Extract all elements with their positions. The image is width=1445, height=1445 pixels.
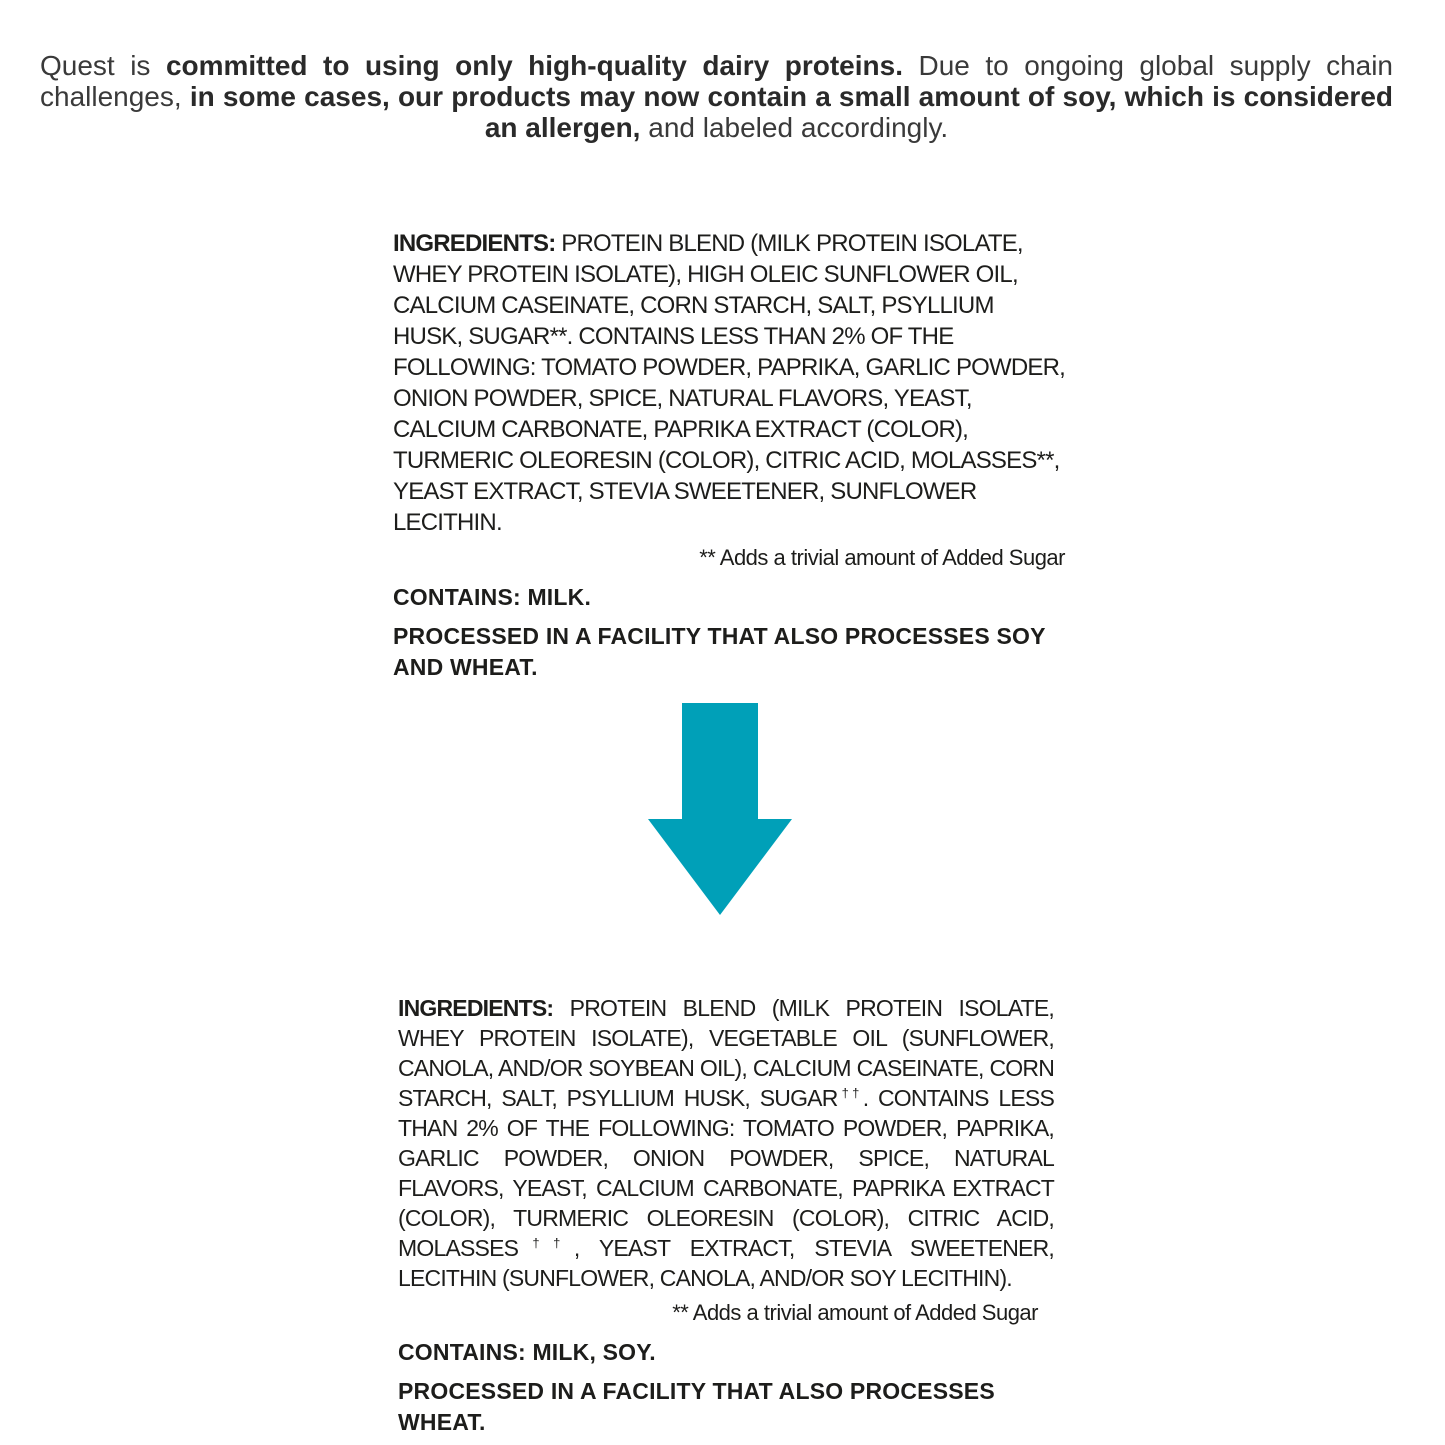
- down-arrow-shape: [648, 703, 792, 915]
- new-ingredients-label: [398, 993, 1054, 1438]
- new-ingredients-heading: INGREDIENTS:: [398, 995, 554, 1021]
- dagger-mark: ††: [837, 1085, 863, 1101]
- new-contains-statement: CONTAINS: MILK, SOY.: [398, 1339, 656, 1365]
- old-ingredients-heading: INGREDIENTS:: [393, 230, 556, 257]
- notice-text-2: Due to ongoing global supply chain challenges,: [40, 50, 1394, 112]
- new-ingredients-text-c: , YEAST EXTRACT, STEVIA SWEETENER, LECITHIN (SUNFLOWER, CANOLA, AND/OR SOY LECITHIN).: [398, 1235, 1054, 1291]
- down-arrow-icon: [648, 703, 792, 915]
- dagger-mark: ††: [518, 1235, 574, 1251]
- old-ingredients-list: [393, 228, 1065, 538]
- notice-text-3: and labeled accordingly.: [640, 112, 949, 143]
- notice-bold-2: in some cases, our products may now contain a small amount of soy, which is considered an allergen,: [189, 81, 1393, 143]
- new-ingredients-text-b: . CONTAINS LESS THAN 2% OF THE FOLLOWING: TOMATO POWDER, PAPRIKA, GARLIC POWDER, ONION POWDER, SPICE, NATURAL FLAVORS, YEAST, CALCIUM CARBONATE, PAPRIKA EXTRACT (COLOR), TURMERIC OLEORESIN (COLOR), CITRIC ACID, MOLASSES: [398, 1085, 1055, 1261]
- old-added-sugar-footnote: ** Adds a trivial amount of Added Sugar: [699, 545, 1065, 570]
- new-ingredients-list: [398, 993, 1054, 1293]
- old-contains-statement: CONTAINS: MILK.: [393, 584, 592, 610]
- old-ingredients-label: [393, 228, 1065, 683]
- old-facility-statement: PROCESSED IN A FACILITY THAT ALSO PROCESSES SOY AND WHEAT.: [393, 623, 1046, 680]
- new-facility-statement: PROCESSED IN A FACILITY THAT ALSO PROCESSES WHEAT.: [398, 1378, 995, 1435]
- old-ingredients-text: PROTEIN BLEND (MILK PROTEIN ISOLATE, WHEY PROTEIN ISOLATE), HIGH OLEIC SUNFLOWER OIL, CALCIUM CASEINATE, CORN STARCH, SALT, PSYLLIUM HUSK, SUGAR**. CONTAINS LESS THAN 2% OF THE FOLLOWING: TOMATO POWDER, PAPRIKA, GARLIC POWDER, ONION POWDER, SPICE, NATURAL FLAVORS, YEAST, CALCIUM CARBONATE, PAPRIKA EXTRACT (COLOR), TURMERIC OLEORESIN (COLOR), CITRIC ACID, MOLASSES**, YEAST EXTRACT, STEVIA SWEETENER, SUNFLOWER LECITHIN.: [393, 230, 1066, 536]
- allergen-notice: [40, 50, 1393, 143]
- new-ingredients-text-a: PROTEIN BLEND (MILK PROTEIN ISOLATE, WHEY PROTEIN ISOLATE), VEGETABLE OIL (SUNFLOWER, CANOLA, AND/OR SOYBEAN OIL), CALCIUM CASEINATE, CORN STARCH, SALT, PSYLLIUM HUSK, SUGAR: [398, 995, 1054, 1111]
- notice-text-1: Quest is: [40, 50, 166, 81]
- new-added-sugar-footnote: ** Adds a trivial amount of Added Sugar: [672, 1300, 1038, 1325]
- notice-bold-1: committed to using only high-quality dairy proteins.: [165, 50, 903, 81]
